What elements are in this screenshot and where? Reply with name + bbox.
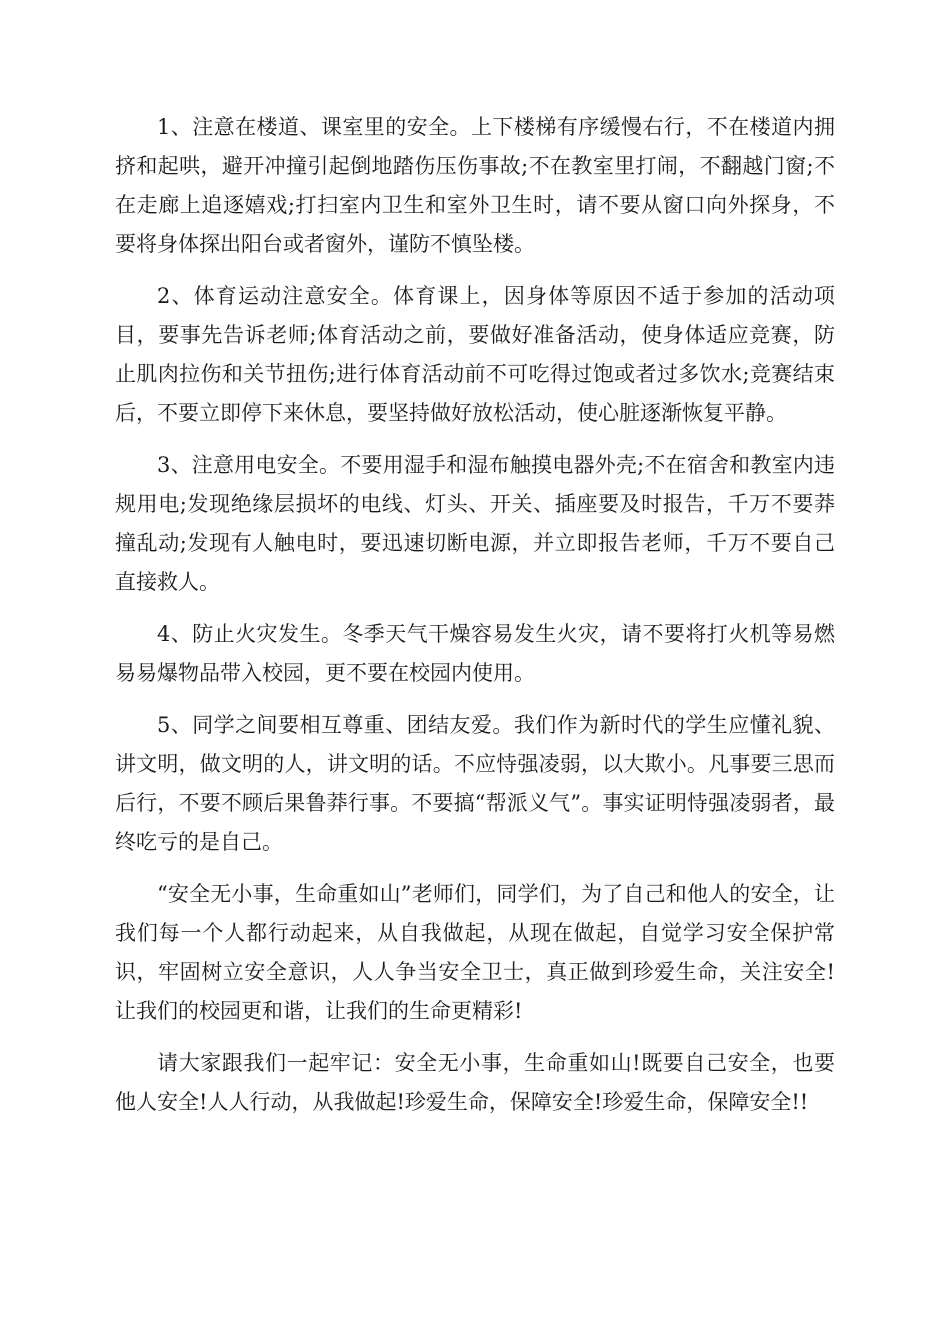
paragraph-4: 4、防止火灾发生。冬季天气干燥容易发生火灾，请不要将打火机等易燃易易爆物品带入校园，更不要在校园内使用。: [115, 622, 835, 685]
paragraph-5: 5、同学之间要相互尊重、团结友爱。我们作为新时代的学生应懂礼貌、讲文明，做文明的人，讲文明的话。不应恃强凌弱，以大欺小。凡事要三思而后行，不要不顾后果鲁莽行事。不要搞“帮派义气”。事实证明恃强凌弱者，最终吃亏的是自己。: [115, 713, 835, 854]
paragraph-2: 2、体育运动注意安全。体育课上，因身体等原因不适于参加的活动项目，要事先告诉老师;体育活动之前，要做好准备活动，使身体适应竞赛，防止肌肉拉伤和关节扭伤;进行体育活动前不可吃得过饱或者过多饮水;竞赛结束后，不要立即停下来休息，要坚持做好放松活动，使心脏逐渐恢复平静。: [115, 284, 835, 425]
paragraph-7: 请大家跟我们一起牢记：安全无小事，生命重如山!既要自己安全，也要他人安全!人人行动，从我做起!珍爱生命，保障安全!珍爱生命，保障安全!!: [115, 1051, 835, 1114]
paragraph-6: “安全无小事，生命重如山”老师们，同学们，为了自己和他人的安全，让我们每一个人都行动起来，从自我做起，从现在做起，自觉学习安全保护常识，牢固树立安全意识，人人争当安全卫士，真正做到珍爱生命，关注安全!让我们的校园更和谐，让我们的生命更精彩!: [115, 882, 835, 1023]
paragraph-3: 3、注意用电安全。不要用湿手和湿布触摸电器外壳;不在宿舍和教室内违规用电;发现绝缘层损坏的电线、灯头、开关、插座要及时报告，千万不要莽撞乱动;发现有人触电时，要迅速切断电源，并立即报告老师，千万不要自己直接救人。: [115, 453, 835, 594]
document-body: [115, 108, 835, 1135]
paragraph-1: 1、注意在楼道、课室里的安全。上下楼梯有序缓慢右行，不在楼道内拥挤和起哄，避开冲撞引起倒地踏伤压伤事故;不在教室里打闹，不翻越门窗;不在走廊上追逐嬉戏;打扫室内卫生和室外卫生时，请不要从窗口向外探身，不要将身体探出阳台或者窗外，谨防不慎坠楼。: [115, 115, 835, 256]
